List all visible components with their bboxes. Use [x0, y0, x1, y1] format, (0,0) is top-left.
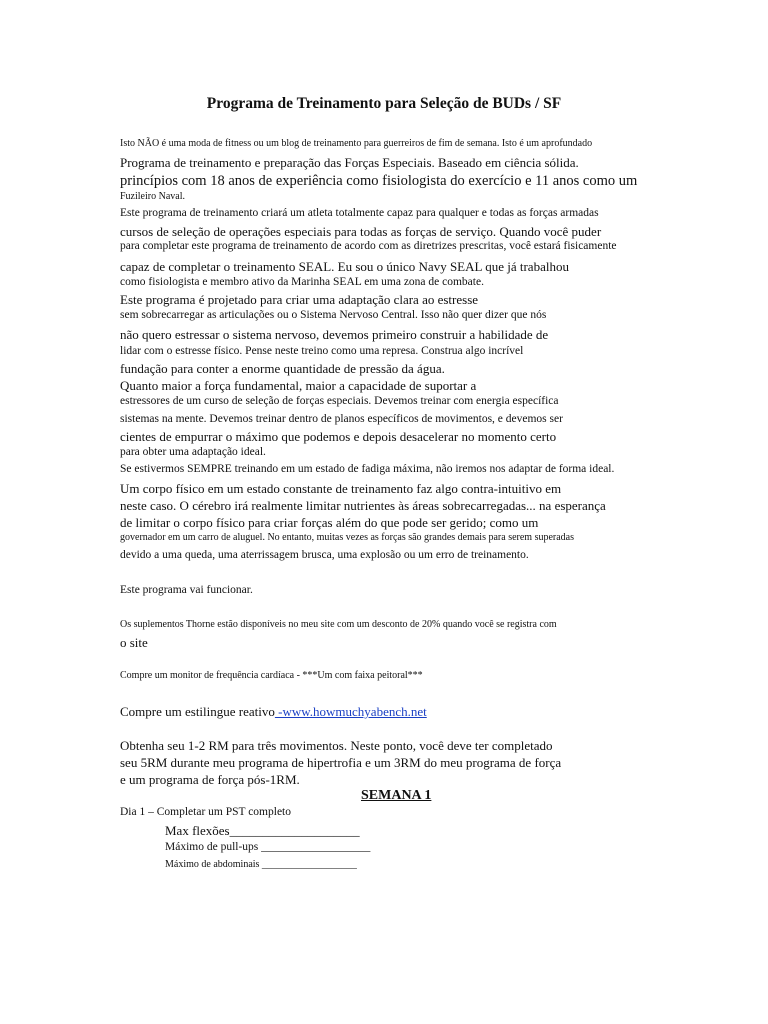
text-line: como fisiologista e membro ativo da Marinha SEAL em uma zona de combate.	[120, 276, 484, 288]
text-line: estressores de um curso de seleção de forças especiais. Devemos treinar com energia específica	[120, 395, 559, 407]
slingshot-line	[120, 704, 427, 720]
rm-line: seu 5RM durante meu programa de hipertrofia e um 3RM do meu programa de força	[120, 755, 562, 770]
text-line: devido a uma queda, uma aterrissagem brusca, uma explosão ou um erro de treinamento.	[120, 549, 529, 561]
document-title: Programa de Treinamento para Seleção de BUDs / SF	[206, 95, 562, 112]
text-line: neste caso. O cérebro irá realmente limitar nutrientes às áreas sobrecarregadas... na esperança	[120, 498, 606, 513]
test-item: Max flexões____________________	[165, 823, 360, 838]
text-line: Isto NÃO é uma moda de fitness ou um blog de treinamento para guerreiros de fim de semana. Isto é um aprofundado	[120, 138, 593, 149]
text-line: não quero estressar o sistema nervoso, devemos primeiro construir a habilidade de	[120, 327, 549, 342]
week-heading: SEMANA 1	[361, 788, 432, 803]
text-line: Um corpo físico em um estado constante de treinamento faz algo contra-intuitivo em	[120, 481, 562, 496]
text-line: Este programa de treinamento criará um atleta totalmente capaz para qualquer e todas as forças armadas	[120, 207, 599, 219]
rm-line: Obtenha seu 1-2 RM para três movimentos. Neste ponto, você deve ter completado	[120, 738, 553, 753]
text-line: sistemas na mente. Devemos treinar dentro de planos específicos de movimentos, e devemos ser	[120, 413, 563, 425]
text-line: Compre um monitor de frequência cardíaca - ***Um com faixa peitoral***	[120, 670, 423, 681]
day-heading: Dia 1 – Completar um PST completo	[120, 806, 291, 818]
text-line: Quanto maior a força fundamental, maior a capacidade de suportar a	[120, 378, 477, 393]
text-line: Se estivermos SEMPRE treinando em um estado de fadiga máxima, não iremos nos adaptar de forma ideal.	[120, 463, 615, 475]
text-line: cientes de empurrar o máximo que podemos e depois desacelerar no momento certo	[120, 429, 557, 444]
text-line: governador em um carro de aluguel. No entanto, muitas vezes as forças são grandes demais para serem superadas	[120, 532, 574, 543]
text-line: Fuzileiro Naval.	[120, 191, 185, 202]
text-line: para completar este programa de treinamento de acordo com as diretrizes prescritas, você estará fisicamente	[120, 240, 617, 252]
text-line: Os suplementos Thorne estão disponíveis no meu site com um desconto de 20% quando você se registra com	[120, 619, 557, 630]
text-line: Programa de treinamento e preparação das Forças Especiais. Baseado em ciência sólida.	[120, 155, 579, 170]
test-item: Máximo de abdominais ___________________	[165, 859, 357, 870]
text-line: de limitar o corpo físico para criar forças além do que pode ser gerido; como um	[120, 515, 539, 530]
text-line: para obter uma adaptação ideal.	[120, 446, 266, 458]
rm-line: e um programa de força pós-1RM.	[120, 772, 300, 787]
text-line: sem sobrecarregar as articulações ou o Sistema Nervoso Central. Isso não quer dizer que nós	[120, 309, 547, 321]
text-line: Este programa vai funcionar.	[120, 584, 253, 596]
text-line: cursos de seleção de operações especiais para todas as forças de serviço. Quando você puder	[120, 224, 602, 239]
slingshot-text: Compre um estilingue reativo	[120, 704, 275, 719]
test-item: Máximo de pull-ups ___________________	[165, 841, 371, 853]
text-line: princípios com 18 anos de experiência como fisiologista do exercício e 11 anos como um	[120, 173, 638, 189]
text-line: lidar com o estresse físico. Pense neste treino como uma represa. Construa algo incrível	[120, 345, 524, 357]
website-link[interactable]: -www.howmuchyabench.net	[274, 704, 427, 719]
text-line: o site	[120, 635, 148, 650]
text-line: Este programa é projetado para criar uma adaptação clara ao estresse	[120, 292, 479, 307]
text-line: capaz de completar o treinamento SEAL. Eu sou o único Navy SEAL que já trabalhou	[120, 259, 569, 274]
text-line: fundação para conter a enorme quantidade de pressão da água.	[120, 361, 445, 376]
